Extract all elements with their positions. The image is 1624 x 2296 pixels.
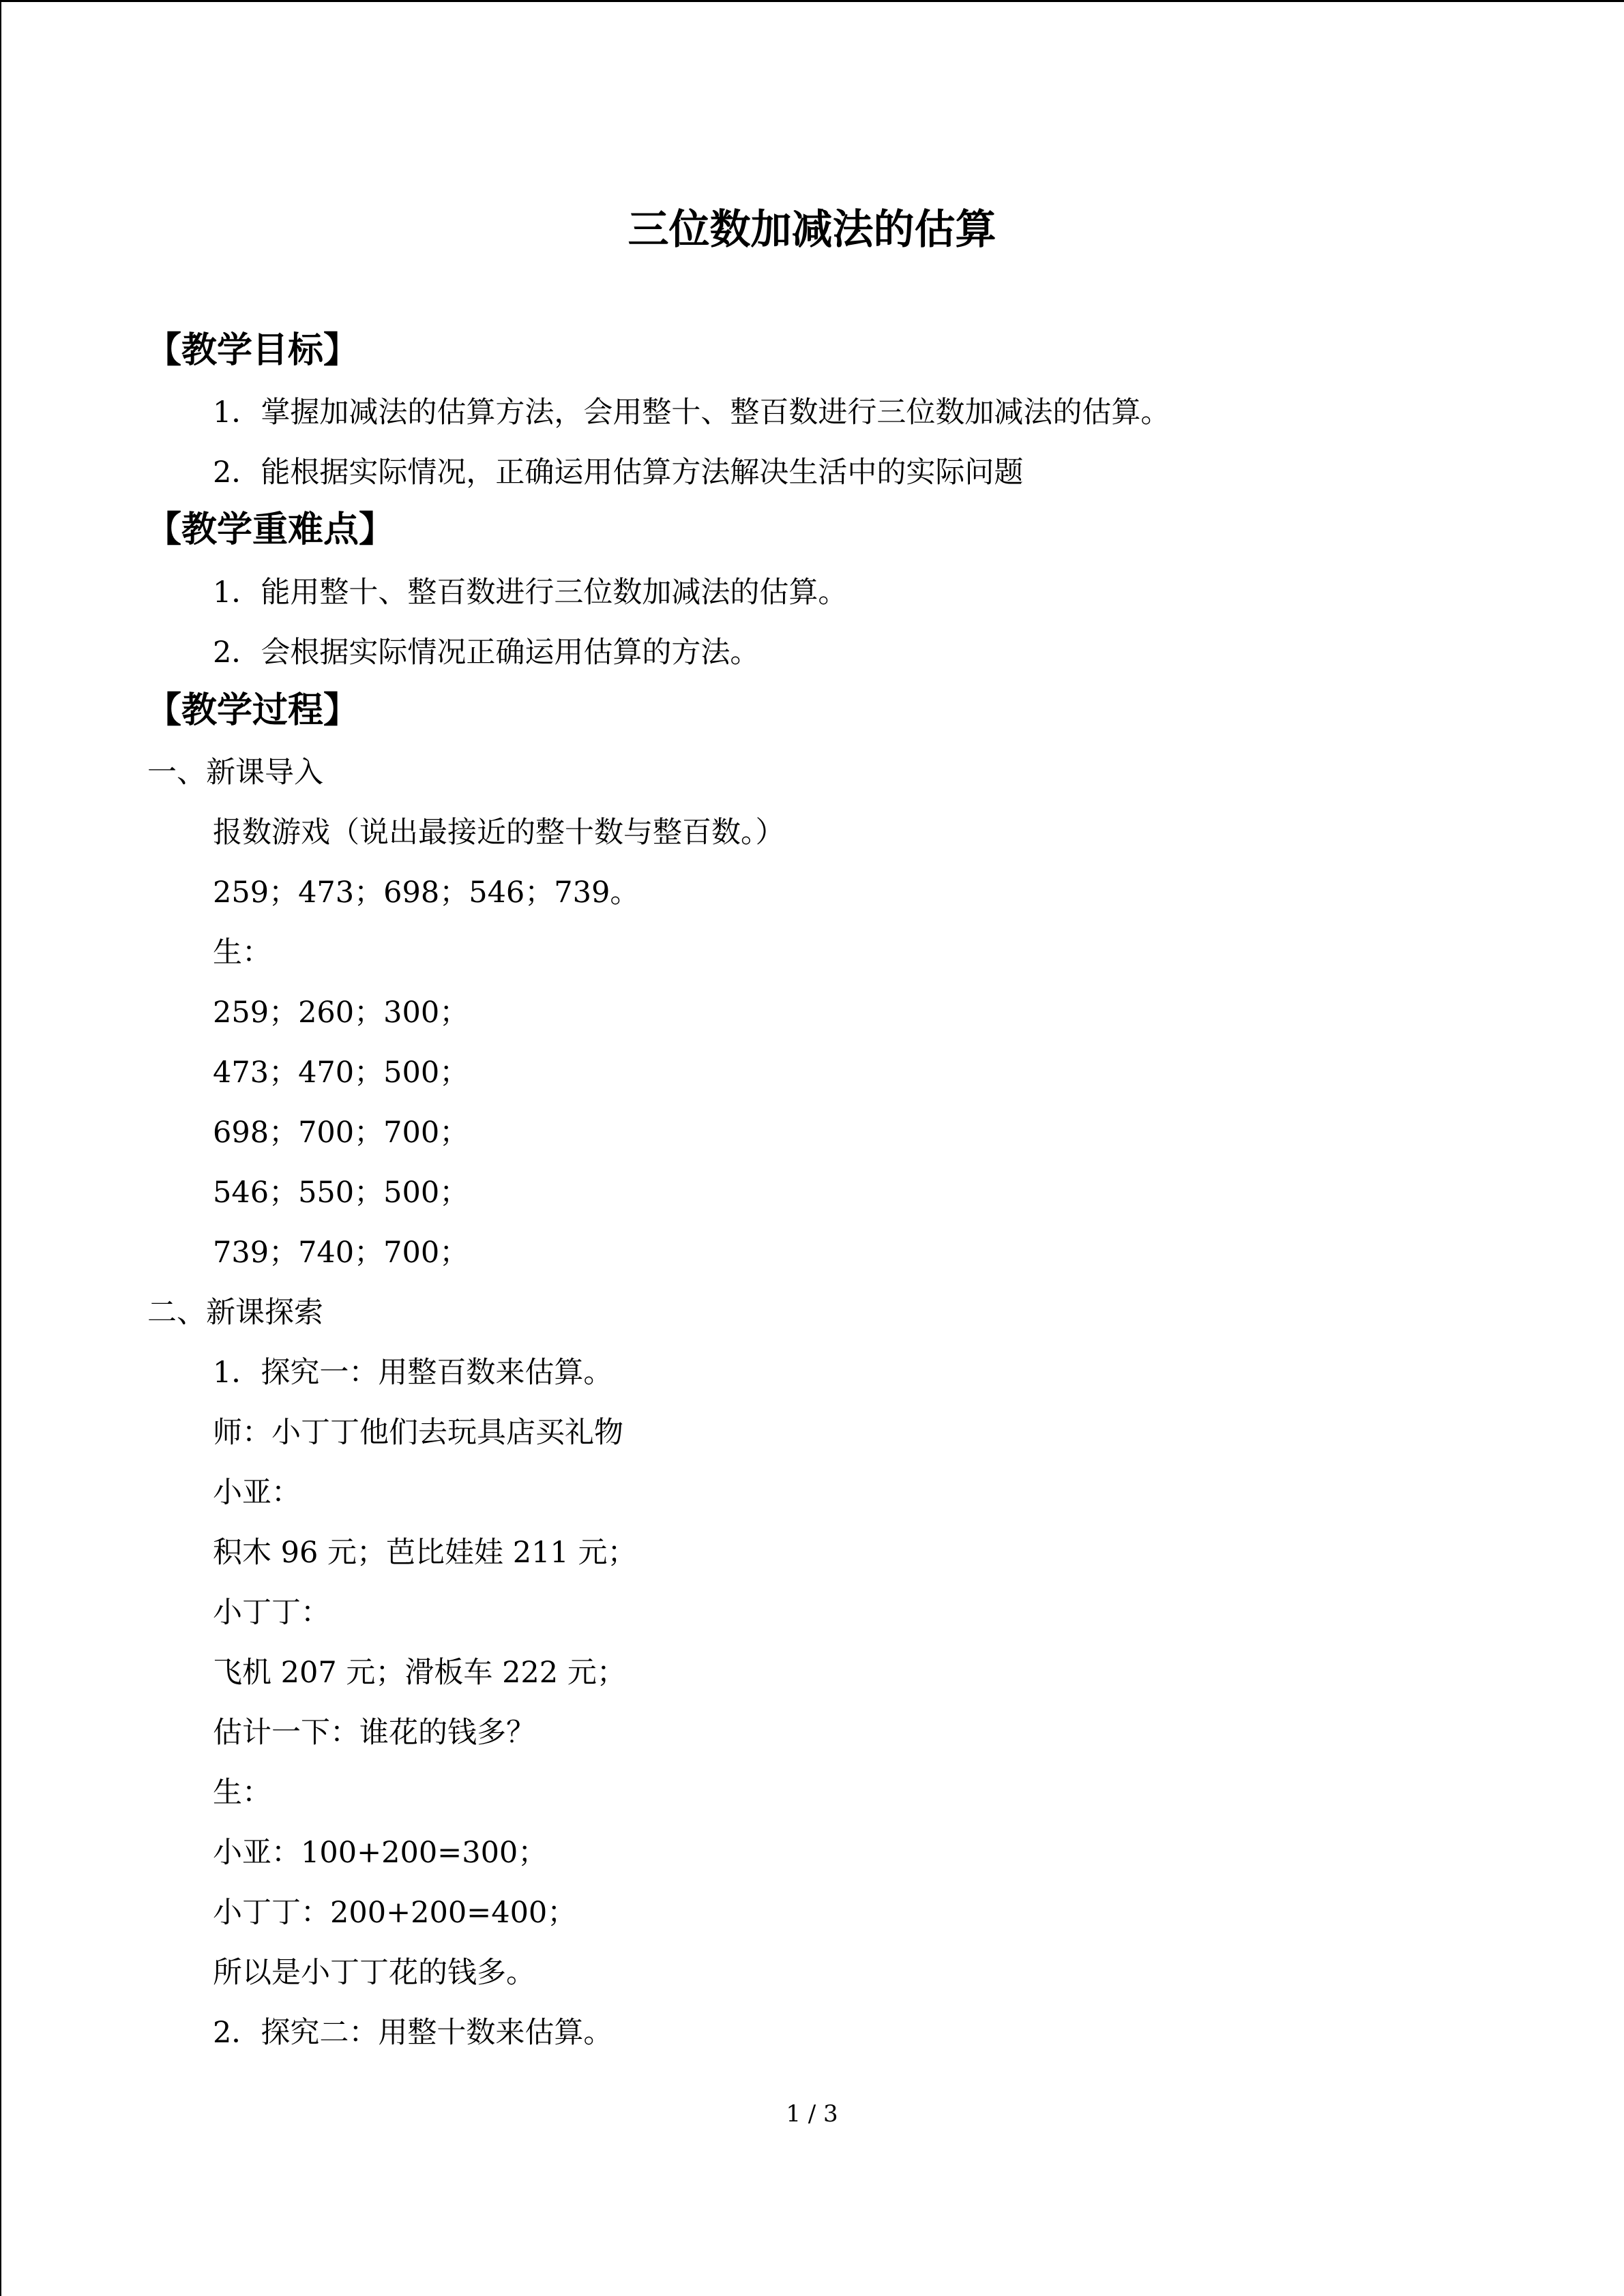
text-line: 报数游戏（说出最接近的整十数与整百数。） <box>213 816 785 850</box>
text-line: 师：小丁丁他们去玩具店买礼物 <box>213 1416 623 1450</box>
text-line: 473；470；500； <box>213 1056 469 1090</box>
text-line: 所以是小丁丁花的钱多。 <box>213 1956 535 1990</box>
text-line: 飞机 207 元；滑板车 222 元； <box>213 1656 626 1690</box>
page-title: 三位数加减法的估算 <box>628 206 996 254</box>
page-left-border <box>0 0 1 2296</box>
text-line: 698；700；700； <box>213 1116 469 1150</box>
part-two-title: 二、新课探索 <box>147 1296 323 1330</box>
text-line: 259；260；300； <box>213 996 469 1030</box>
text-line: 546；550；500； <box>213 1176 469 1210</box>
text-line: 估计一下：谁花的钱多？ <box>213 1716 535 1750</box>
text-line: 2．探究二：用整十数来估算。 <box>213 2016 613 2050</box>
text-line: 生： <box>213 936 271 970</box>
key-point-item: 2．会根据实际情况正确运用估算的方法。 <box>213 636 760 670</box>
text-line: 小亚： <box>213 1476 301 1510</box>
page-top-border <box>0 0 1624 2</box>
process-heading: 【教学过程】 <box>146 690 359 731</box>
objective-item: 1．掌握加减法的估算方法，会用整十、整百数进行三位数加减法的估算。 <box>213 396 1170 430</box>
key-points-heading: 【教学重难点】 <box>146 509 395 550</box>
text-line: 小亚：100+200=300； <box>213 1836 548 1870</box>
objectives-heading: 【教学目标】 <box>146 330 359 371</box>
page-number: 1 / 3 <box>786 2100 838 2128</box>
part-one-title: 一、新课导入 <box>147 756 323 790</box>
key-point-item: 1．能用整十、整百数进行三位数加减法的估算。 <box>213 576 848 610</box>
text-line: 小丁丁： <box>213 1596 330 1630</box>
text-line: 小丁丁：200+200=400； <box>213 1896 577 1930</box>
objective-item: 2．能根据实际情况，正确运用估算方法解决生活中的实际问题 <box>213 456 1024 490</box>
text-line: 739；740；700； <box>213 1236 469 1270</box>
text-line: 生： <box>213 1776 271 1810</box>
text-line: 1．探究一：用整百数来估算。 <box>213 1356 613 1390</box>
text-line: 积木 96 元；芭比娃娃 211 元； <box>213 1536 637 1570</box>
text-line: 259；473；698；546；739。 <box>213 876 640 910</box>
